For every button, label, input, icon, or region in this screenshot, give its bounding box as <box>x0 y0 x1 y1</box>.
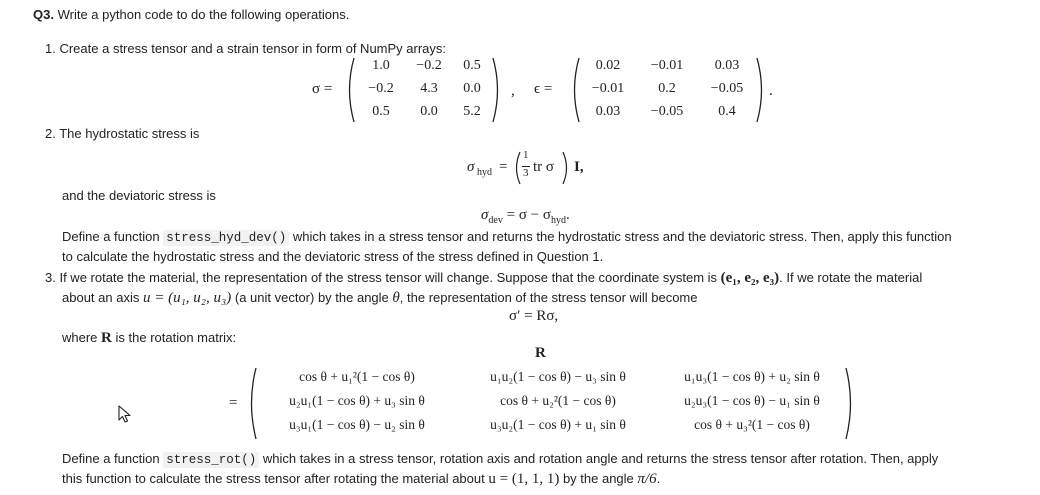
equals-sign: = <box>229 395 238 411</box>
left-paren-icon <box>569 56 581 124</box>
question-prompt: Write a python code to do the following operations. <box>57 7 350 22</box>
epsilon-symbol: ϵ = <box>534 81 553 97</box>
matrix-cell: −0.2 <box>368 81 394 96</box>
right-paren-icon <box>755 56 767 124</box>
paragraph-text: which takes in a stress tensor and returns the hydrostatic stress and the deviatoric stress. Then, apply this function <box>292 229 952 244</box>
rotation-matrix <box>246 366 856 441</box>
matrix-cell: cos θ + u₂²(1 − cos θ) <box>500 393 616 408</box>
matrix-cell: −0.01 <box>650 58 684 73</box>
right-paren-icon <box>562 150 571 186</box>
deviatoric-rhs: = σ − σ <box>506 207 551 223</box>
item-1-number: 1. <box>45 41 56 56</box>
matrix-cell: 0.03 <box>595 104 621 119</box>
matrix-cell: u₁u₃(1 − cos θ) + u₂ sin θ <box>684 369 820 384</box>
matrix-cell: 0.03 <box>714 58 740 73</box>
trace-sigma: tr σ <box>533 159 554 175</box>
paragraph-text: about an axis <box>62 290 140 305</box>
paragraph-text: . <box>656 471 661 486</box>
basis-vectors: (e₁, e₂, e₃) <box>720 270 780 286</box>
matrix-comma: , <box>511 83 515 99</box>
right-paren-icon <box>844 366 856 441</box>
sigma-matrix <box>344 56 504 124</box>
subscript: hyd <box>550 215 566 226</box>
matrix-cell: −0.2 <box>416 58 442 73</box>
item-2-text-line <box>45 126 199 141</box>
identity-symbol: I, <box>574 159 584 175</box>
right-paren-icon <box>491 56 503 124</box>
item-2-paragraph-line-2: to calculate the hydrostatic stress and the deviatoric stress of the stress defined in Question 1. <box>62 249 604 264</box>
question-label: Q3. <box>33 7 54 22</box>
rotation-matrix-title: R <box>535 345 546 361</box>
subscript: dev <box>488 215 503 226</box>
item-1-text-line <box>45 41 446 56</box>
sigma-symbol: σ <box>467 159 475 175</box>
rotation-matrix-symbol: R <box>101 330 112 346</box>
matrix-cell: −0.05 <box>650 104 684 119</box>
paragraph-text: . If we rotate the material <box>779 270 923 285</box>
matrix-cell: u₂u₃(1 − cos θ) − u₁ sin θ <box>684 393 820 408</box>
code-stress-hyd-dev: stress_hyd_dev() <box>163 230 289 246</box>
fraction-numerator: 1 <box>523 149 529 161</box>
paragraph-text: , the representation of the stress tensor will become <box>399 290 698 305</box>
matrix-cell: 0.02 <box>595 58 621 73</box>
rotation-formula: σ′ = Rσ, <box>509 308 559 324</box>
axis-value: u = (1, 1, 1) <box>488 471 560 487</box>
angle-value: π/6 <box>637 471 657 487</box>
left-paren-icon <box>512 150 521 186</box>
item-1-text: Create a stress tensor and a strain tensor in form of NumPy arrays: <box>59 41 447 56</box>
item-3-paragraph-line-2 <box>62 290 698 307</box>
matrix-cell: 0.4 <box>718 104 736 119</box>
hydrostatic-formula <box>467 150 627 186</box>
code-stress-rot: stress_rot() <box>163 452 259 468</box>
matrix-cell: cos θ + u₁²(1 − cos θ) <box>299 369 415 384</box>
deviatoric-intro: and the deviatoric stress is <box>62 188 216 203</box>
paragraph-text: is the rotation matrix: <box>115 330 237 345</box>
paragraph-text: which takes in a stress tensor, rotation axis and rotation angle and returns the stress tensor after rotation. Then, apply <box>262 451 939 466</box>
formula-period: . <box>565 207 570 223</box>
matrix-cell: 0.0 <box>463 81 481 96</box>
theta-symbol: θ <box>392 290 400 306</box>
sigma-symbol: σ = <box>312 81 333 97</box>
matrix-cell: u₃u₁(1 − cos θ) − u₂ sin θ <box>289 417 425 432</box>
item-3-number: 3. <box>45 270 56 285</box>
paragraph-text: this function to calculate the stress tensor after rotating the material about <box>62 471 485 486</box>
item-2-number: 2. <box>45 126 56 141</box>
item-3-paragraph-line-3 <box>62 451 938 467</box>
equals-sign: = <box>499 159 508 175</box>
matrix-cell: 0.5 <box>372 104 390 119</box>
matrix-cell: u₂u₁(1 − cos θ) + u₃ sin θ <box>289 393 425 408</box>
deviatoric-formula <box>481 207 570 226</box>
matrix-cell: 4.3 <box>420 81 438 96</box>
subscript: hyd <box>477 167 492 178</box>
left-paren-icon <box>344 56 356 124</box>
where-line <box>62 330 236 347</box>
matrix-cell: cos θ + u₃²(1 − cos θ) <box>694 417 810 432</box>
matrix-cell: 0.5 <box>463 58 481 73</box>
item-3-paragraph-line-4 <box>62 471 660 488</box>
matrix-cell: u₃u₂(1 − cos θ) + u₁ sin θ <box>490 417 626 432</box>
paragraph-text: Define a function <box>62 451 160 466</box>
paragraph-text: by the angle <box>562 471 634 486</box>
item-2-text: The hydrostatic stress is <box>59 126 200 141</box>
matrix-cell: −0.01 <box>591 81 625 96</box>
paragraph-text: If we rotate the material, the representation of the stress tensor will change. Suppose that the coordinate system is <box>59 270 718 285</box>
matrix-cell: 5.2 <box>463 104 481 119</box>
paragraph-text: where <box>62 330 98 345</box>
sigma-symbol: σ <box>481 207 489 223</box>
axis-vector: u = (u₁, u₂, u₃) <box>142 290 232 306</box>
matrix-cell: 1.0 <box>372 58 390 73</box>
matrix-cell: −0.05 <box>710 81 744 96</box>
mouse-cursor-icon <box>118 405 134 425</box>
matrix-period: . <box>769 83 773 99</box>
epsilon-matrix <box>569 56 769 124</box>
left-paren-icon <box>246 366 258 441</box>
item-3-paragraph-line-1 <box>45 270 922 287</box>
paragraph-text: (a unit vector) by the angle <box>234 290 389 305</box>
item-2-paragraph-line-1 <box>62 229 952 245</box>
matrix-cell: 0.0 <box>420 104 438 119</box>
question-header <box>33 7 349 22</box>
matrix-cell: u₁u₂(1 − cos θ) − u₃ sin θ <box>490 369 626 384</box>
paragraph-text: Define a function <box>62 229 160 244</box>
fraction-denominator: 3 <box>523 167 529 179</box>
matrix-cell: 0.2 <box>658 81 676 96</box>
